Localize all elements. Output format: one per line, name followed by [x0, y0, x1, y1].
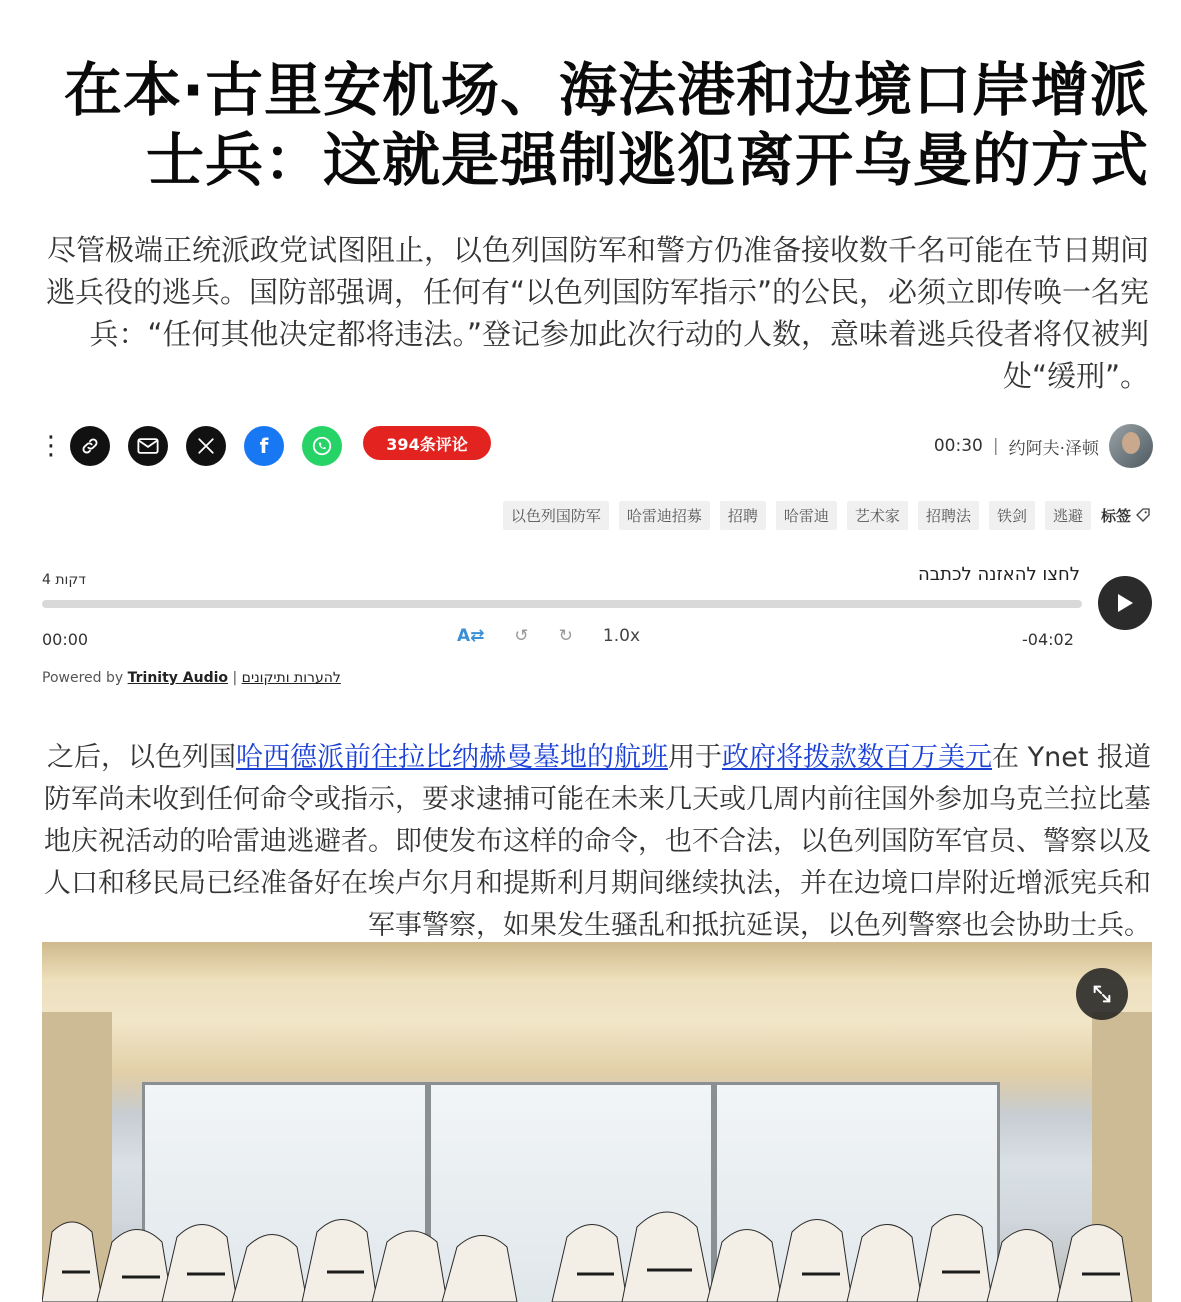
tag-item[interactable]: 招聘法 [918, 501, 979, 530]
comments-button[interactable]: 394条评论 [363, 426, 491, 460]
tags-row [503, 500, 1151, 530]
translate-icon[interactable]: A⇄ [457, 626, 485, 646]
tags-label [1101, 505, 1151, 526]
tag-item[interactable]: 铁剑 [989, 501, 1035, 530]
forward-icon[interactable]: ↻ [558, 626, 573, 646]
feedback-link[interactable]: להערות ותיקונים [241, 670, 341, 686]
audio-remaining-time: -04:02 [1022, 630, 1074, 649]
body-link-flights[interactable]: 哈西德派前往拉比纳赫曼墓地的航班 [236, 742, 669, 773]
byline [934, 424, 1153, 468]
playback-speed[interactable]: 1.0x [602, 626, 641, 646]
body-text-1: 之后，以色列国 [47, 742, 237, 773]
audio-duration: 4 דקות [42, 572, 86, 588]
tag-item[interactable]: 哈雷迪 [776, 501, 837, 530]
author-name[interactable]: 约阿夫·泽顿 [1008, 438, 1099, 459]
tag-item[interactable]: 逃避 [1045, 501, 1091, 530]
tag-item[interactable]: 哈雷迪招募 [619, 501, 710, 530]
byline-separator: | [992, 436, 999, 456]
article-body-paragraph [36, 737, 1151, 947]
powered-by-prefix: Powered by [42, 670, 124, 686]
x-twitter-icon[interactable] [186, 426, 226, 466]
audio-controls [457, 626, 640, 646]
whatsapp-icon[interactable] [302, 426, 342, 466]
trinity-audio-link[interactable]: Trinity Audio [127, 670, 229, 686]
tag-item[interactable]: 招聘 [720, 501, 766, 530]
expand-glyph [1091, 983, 1113, 1005]
email-glyph [137, 437, 159, 455]
audio-player [42, 560, 1152, 686]
article-headline: 在本·古里安机场、海法港和边境口岸增派士兵：这就是强制逃犯离开乌曼的方式 [63, 55, 1149, 194]
tags-label-text: 标签 [1100, 506, 1131, 525]
author-avatar[interactable] [1109, 424, 1153, 468]
whatsapp-glyph [311, 435, 333, 457]
body-text-3: 在 Ynet 报道防军尚未收到任何命令或指示，要求逮捕可能在未来几天或几周内前往国外参加乌克兰拉比墓地庆祝活动的哈雷迪逃避者。即使发布这样的命令，也不合法，以色列国防军官员、警察以及人口和移民局已经准备好在埃卢尔月和提斯利月期间继续执法，并在边境口岸附近增派宪兵和军事警察，如果发生骚乱和抵抗延误，以色列警察也会协助士兵。 [44, 742, 1151, 941]
body-link-funding[interactable]: 政府将拨款数百万美元 [722, 742, 993, 773]
tag-item[interactable]: 以色列国防军 [503, 501, 609, 530]
expand-icon[interactable] [1076, 968, 1128, 1020]
publish-time: 00:30 [933, 436, 983, 456]
share-bar [38, 424, 1153, 468]
tag-icon [1135, 507, 1151, 523]
powered-separator: | [232, 670, 238, 686]
audio-current-time: 00:00 [42, 630, 89, 649]
email-icon[interactable] [128, 426, 168, 466]
photo-crowd [42, 1192, 1152, 1302]
article-lede: 尽管极端正统派政党试图阻止，以色列国防军和警方仍准备接收数千名可能在节日期间逃兵役的逃兵。国防部强调，任何有“以色列国防军指示”的公民，必须立即传唤一名宪兵：“任何其他决定都将违法。”登记参加此次行动的人数，意味着逃兵役者将仅被判处“缓刑”。 [45, 233, 1149, 393]
x-glyph [197, 437, 215, 455]
play-icon [1115, 592, 1135, 614]
article-photo[interactable] [42, 942, 1152, 1302]
powered-by [42, 670, 341, 686]
tag-item[interactable]: 艺术家 [847, 501, 908, 530]
photo-ceiling [42, 942, 1152, 982]
more-dots-icon[interactable]: ⋮ [38, 431, 64, 461]
audio-title: לחצו להאזנה לכתבה [918, 564, 1080, 585]
audio-progress-track[interactable] [42, 600, 1082, 608]
link-icon[interactable] [70, 426, 110, 466]
play-button[interactable] [1098, 576, 1152, 630]
rewind-icon[interactable]: ↺ [514, 626, 529, 646]
link-glyph [80, 436, 100, 456]
facebook-icon[interactable]: f [244, 426, 284, 466]
body-text-2: 用于 [668, 742, 723, 773]
